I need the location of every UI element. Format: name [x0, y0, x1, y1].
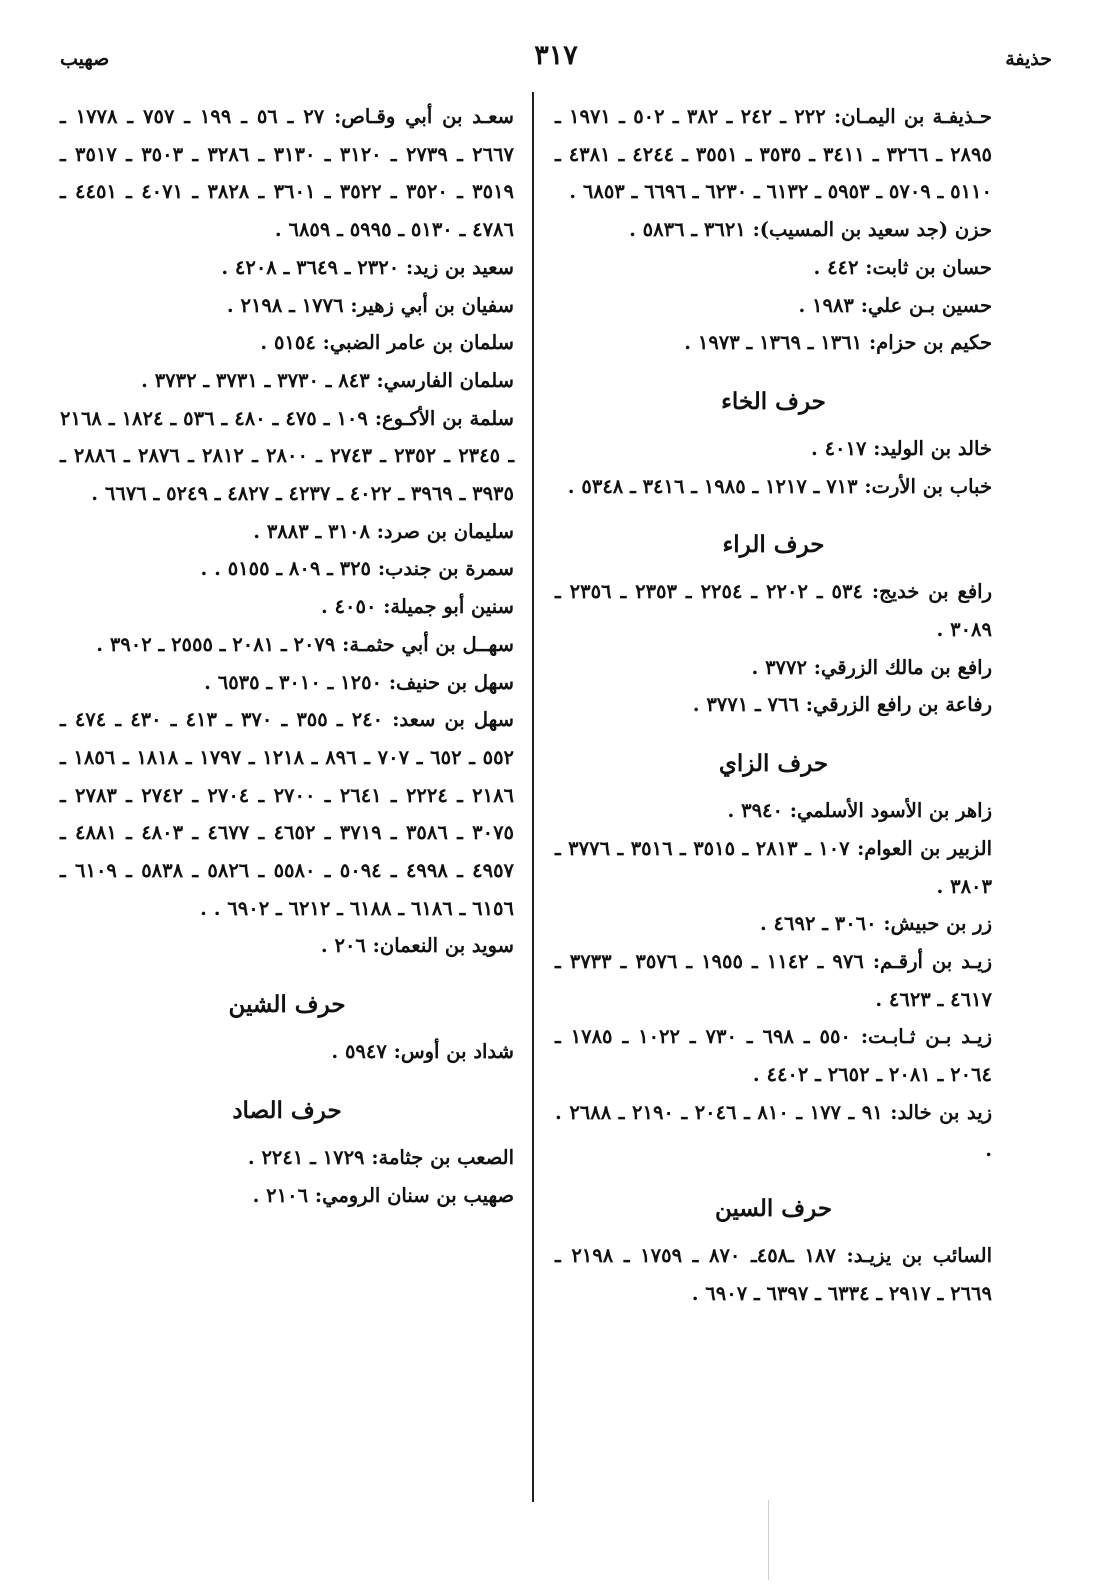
- index-entry: حـذيفـة بن اليمـان: ٢٢٢ ـ ٢٤٢ ـ ٣٨٢ ـ ٥٠٢ ـ ١٩٧١ ـ ٢٨٩٥ ـ ٣٢٦٦ ـ ٣٤١١ ـ ٣٥٣٥ ـ ٣٥٥١ ـ ٤٢٤٤ ـ ٤٣٨١ ـ ٥١١٠ ـ ٥٧٠٩ ـ ٥٩٥٣ ـ ٦١٣٢ ـ ٦٢٣٠ ـ ٦٦٩٦ ـ ٦٨٥٣ .: [555, 105, 992, 204]
- index-entry: سهل بن حنيف: ١٢٥٠ ـ ٣٠١٠ ـ ٦٥٣٥ .: [204, 670, 514, 694]
- index-entry: صهيب بن سنان الرومي: ٢١٠٦ .: [252, 1183, 514, 1207]
- index-entry: سفيان بن أبي زهير: ١٧٧٦ ـ ٢١٩٨ .: [226, 293, 514, 317]
- column-divider: [532, 92, 534, 1502]
- index-entry: السائب بن يزيـد: ١٨٧ ـ٤٥٨ـ ٨٧٠ ـ ١٧٥٩ ـ ٢١٩٨ ـ ٢٦٦٩ ـ ٢٩١٧ ـ ٦٣٣٤ ـ ٦٣٩٧ ـ ٦٩٠٧ .: [555, 1244, 993, 1305]
- index-entry: سويد بن النعمان: ٢٠٦ .: [320, 934, 514, 958]
- index-entry: زر بن حبيش: ٣٠٦٠ ـ ٤٦٩٢ .: [759, 912, 992, 936]
- index-entry: رافع بن مالك الزرقي: ٣٧٧٢ .: [751, 655, 992, 679]
- index-entry: سهــل بن أبي حثمـة: ٢٠٧٩ ـ ٢٠٨١ ـ ٢٥٥٥ ـ ٣٩٠٢ .: [96, 632, 514, 656]
- index-entry: سليمان بن صرد: ٣١٠٨ ـ ٣٨٨٣ .: [253, 519, 514, 543]
- section-heading-zay: حرف الزاي: [718, 750, 829, 778]
- section-heading-sin: حرف السين: [714, 1195, 833, 1223]
- scan-artifact: [768, 1500, 769, 1580]
- index-entry: سعيد بن زيد: ٢٣٢٠ ـ ٣٦٤٩ ـ ٤٢٠٨ .: [221, 255, 514, 279]
- index-entry: رافع بن خديج: ٥٣٤ ـ ٢٢٠٢ ـ ٢٢٥٤ ـ ٢٣٥٣ ـ ٢٣٥٦ ـ ٣٠٨٩ .: [555, 580, 993, 642]
- index-entry: سعـد بن أبي وقـاص: ٢٧ ـ ٥٦ ـ ١٩٩ ـ ٧٥٧ ـ ١٧٧٨ ـ ٢٦٦٧ ـ ٢٧٣٩ ـ ٣١٢٠ ـ ٣١٣٠ ـ ٣٢٨٦ ـ ٣٥٠٣ ـ ٣٥١٧ ـ ٣٥١٩ ـ ٣٥٢٠ ـ ٣٥٢٢ ـ ٣٦٠١ ـ ٣٨٢٨ ـ ٤٠٧١ ـ ٤٤٥١ ـ ٤٧٨٦ ـ ٥١٣٠ ـ ٥٩٩٥ ـ ٦٨٥٩ .: [60, 105, 515, 242]
- index-entry: الزبير بن العوام: ١٠٧ ـ ٢٨١٣ ـ ٣٥١٥ ـ ٣٥١٦ ـ ٣٧٧٦ ـ ٣٨٠٣ .: [555, 836, 992, 898]
- header-first-entry: حذيفة: [1005, 48, 1052, 70]
- right-column: [555, 98, 992, 1313]
- index-entry: حسان بن ثابت: ٤٤٢ .: [813, 255, 992, 279]
- index-entry: شداد بن أوس: ٥٩٤٧ .: [331, 1040, 514, 1064]
- index-entry: زاهر بن الأسود الأسلمي: ٣٩٤٠ .: [727, 799, 992, 823]
- section-heading-kha: حرف الخاء: [721, 387, 826, 415]
- index-entry: الصعب بن جثامة: ١٧٢٩ ـ ٢٢٤١ .: [247, 1145, 514, 1169]
- index-entry: زيد بن خالد: ٩١ ـ ١٧٧ ـ ٨١٠ ـ ٢٠٤٦ ـ ٢١٩٠ ـ ٢٦٨٨ . .: [555, 1100, 993, 1162]
- left-column: [60, 98, 514, 1214]
- header-last-entry: صهيب: [60, 48, 110, 70]
- index-entry: زيـد بن أرقـم: ٩٧٦ ـ ١١٤٢ ـ ١٩٥٥ ـ ٣٥٧٦ ـ ٣٧٣٣ ـ ٤٦١٧ ـ ٤٦٢٣ .: [555, 949, 993, 1011]
- index-entry: سلمة بن الأكـوع: ١٠٩ ـ ٤٧٥ ـ ٤٨٠ ـ ٥٣٦ ـ ١٨٢٤ ـ ٢١٦٨ ـ ٢٣٤٥ ـ ٢٣٥٢ ـ ٢٧٤٣ ـ ٢٨٠٠ ـ ٢٨١٢ ـ ٢٨٧٦ ـ ٢٨٨٦ ـ ٣٩٣٥ ـ ٣٩٦٩ ـ ٤٠٢٢ ـ ٤٢٣٧ ـ ٤٨٢٧ ـ ٥٢٤٩ ـ ٦٦٧٦ .: [60, 406, 515, 506]
- index-entry: خباب بن الأرت: ٧١٣ ـ ١٢١٧ ـ ١٩٨٥ ـ ٣٤١٦ ـ ٥٣٤٨ .: [567, 474, 992, 498]
- section-heading-sad: حرف الصاد: [232, 1096, 342, 1124]
- index-entry: سلمان بن عامر الضبي: ٥١٥٤ .: [260, 331, 514, 355]
- index-entry: حزن (جد سعيد بن المسيب): ٣٦٢١ ـ ٥٨٣٦ .: [629, 218, 992, 242]
- index-entry: زيـد بـن ثـابـت: ٥٥٠ ـ ٦٩٨ ـ ٧٣٠ ـ ١٠٢٢ ـ ١٧٨٥ ـ ٢٠٦٤ ـ ٢٠٨١ ـ ٢٦٥٢ ـ ٤٤٠٢ .: [555, 1025, 992, 1087]
- index-entry: سهل بن سعد: ٢٤٠ ـ ٣٥٥ ـ ٣٧٠ ـ ٤١٣ ـ ٤٣٠ ـ ٤٧٤ ـ ٥٥٢ ـ ٦٥٢ ـ ٧٠٧ ـ ٨٩٦ ـ ١٢١٨ ـ ١٧٩٧ ـ ١٨١٨ ـ ١٨٥٦ ـ ٢١٨٦ ـ ٢٢٢٤ ـ ٢٦٤١ ـ ٢٧٠٠ ـ ٢٧٠٤ ـ ٢٧٤٢ ـ ٢٧٨٣ ـ ٣٠٧٥ ـ ٣٥٨٦ ـ ٣٧١٩ ـ ٤٦٥٢ ـ ٤٦٧٧ ـ ٤٨٠٣ ـ ٤٨٨١ ـ ٤٩٥٧ ـ ٤٩٩٨ ـ ٥٠٩٤ ـ ٥٥٨٠ ـ ٥٨٢٦ ـ ٥٨٣٨ ـ ٦١٠٩ ـ ٦١٥٦ ـ ٦١٨٦ ـ ٦١٨٨ ـ ٦٢١٢ ـ ٦٩٠٢ . .: [60, 708, 515, 920]
- section-heading-ra: حرف الراء: [722, 531, 825, 559]
- index-entry: خالد بن الوليد: ٤٠١٧ .: [811, 436, 992, 460]
- index-entry: حكيم بن حزام: ١٣٦١ ـ ١٣٦٩ ـ ١٩٧٣ .: [684, 331, 992, 355]
- index-entry: سنين أبو جميلة: ٤٠٥٠ .: [320, 595, 514, 619]
- index-entry: رفاعة بن رافع الزرقي: ٧٦٦ ـ ٣٧٧١ .: [692, 693, 992, 717]
- index-entry: سلمان الفارسي: ٨٤٣ ـ ٣٧٣٠ ـ ٣٧٣١ ـ ٣٧٣٢ .: [141, 368, 514, 392]
- section-heading-shin: حرف الشين: [228, 991, 346, 1019]
- index-entry: حسين بـن علي: ١٩٨٣ .: [798, 293, 992, 317]
- page-number: ٣١٧: [534, 40, 578, 71]
- index-entry: سمرة بن جندب: ٣٢٥ ـ ٨٠٩ ـ ٥١٥٥ . .: [200, 557, 514, 581]
- running-header: [60, 40, 1052, 80]
